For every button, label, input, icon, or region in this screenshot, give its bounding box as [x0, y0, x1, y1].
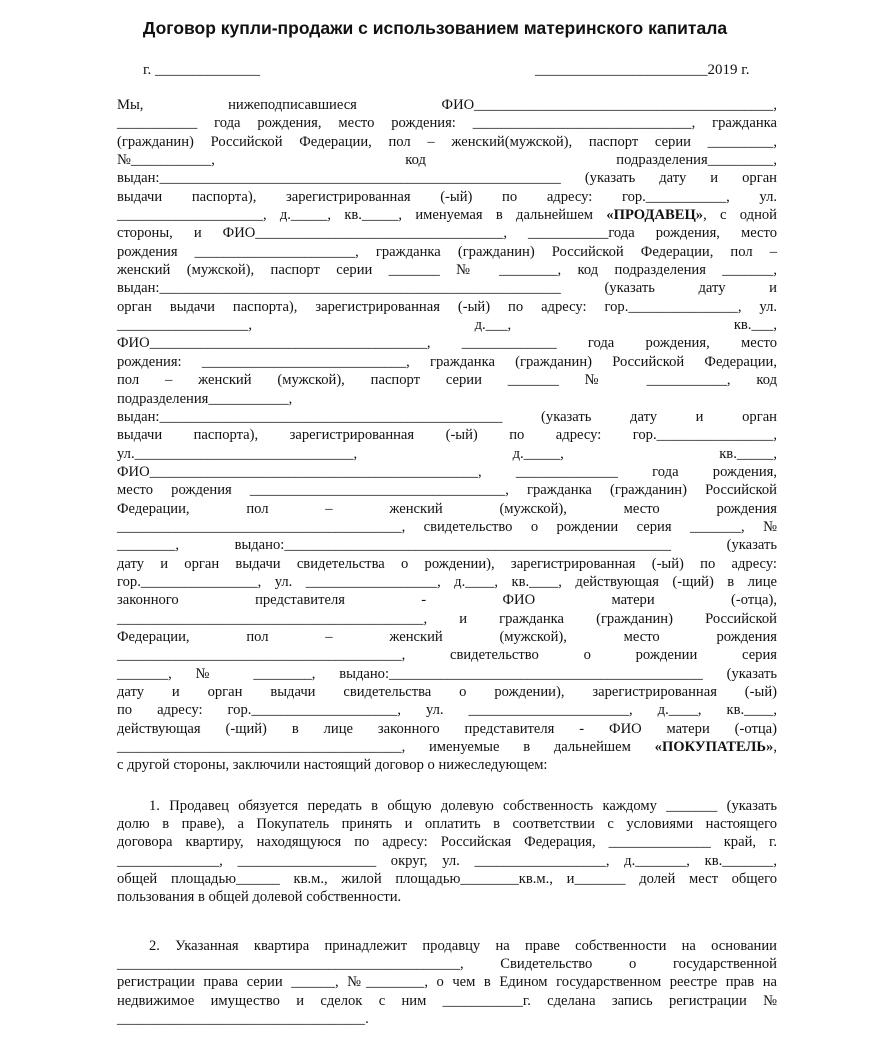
document-line: ______________, ___________________ округ, ул. __________________, д._______, кв._______,	[117, 852, 777, 869]
document-line: _______________________________________________, Свидетельство о государственной	[117, 956, 777, 973]
document-line: общей площадью______ кв.м., жилой площадью________кв.м., и_______ долей мест общего	[117, 871, 777, 888]
document-line: пол – женский (мужской), паспорт серии _______ № ___________, код	[117, 372, 777, 389]
document-line: ____________________, д._____, кв._____, именуемая в дальнейшем «ПРОДАВЕЦ», с одной	[117, 207, 777, 224]
document-line: _______________________________________, именуемые в дальнейшем «ПОКУПАТЕЛЬ»,	[117, 739, 777, 756]
line-segment: __________________,	[117, 317, 252, 334]
date-field[interactable]: _______________________2019 г.	[535, 62, 750, 78]
line-segment: код	[405, 152, 426, 169]
line-segment: подразделения_________,	[616, 152, 777, 169]
document-line	[117, 96, 777, 114]
document-line: действующая (-щий) в лице законного представителя - ФИО матери (-отца)	[117, 720, 777, 737]
line-segment: ул.______________________________,	[117, 445, 358, 462]
document-line: дату и орган выдачи свидетельства о рождении), зарегистрированная (-ый) по адресу:	[117, 555, 777, 572]
line-segment: №___________,	[117, 152, 215, 169]
document-line: долю в праве), а Покупатель принять и оплатить в соответствии с условиями настоящего	[117, 816, 777, 833]
document-line	[117, 445, 777, 463]
document-line: стороны, и ФИО__________________________________, ___________года рождения, место	[117, 225, 777, 242]
document-body	[117, 96, 777, 1029]
document-line: законного представителя - ФИО матери (-отца),	[117, 592, 777, 609]
document-line: договора квартиру, находящуюся по адресу: Российская Федерация, ______________ край, г.	[117, 834, 777, 851]
document-line: место рождения ___________________________________, гражданка (гражданин) Российской	[117, 482, 777, 499]
document-title: Договор купли-продажи с использованием материнского капитала	[142, 18, 728, 38]
line-segment: кв._____,	[719, 445, 777, 462]
document-line: выдан:_______________________________________________________ (указать дату и орган	[117, 170, 777, 187]
line-segment: Мы,	[117, 97, 144, 113]
city-field[interactable]: г. ______________	[143, 62, 260, 78]
document-line: ________, выдано:_____________________________________________________ (указать	[117, 537, 777, 554]
document-line: _______, № ________, выдано:___________________________________________ (указать	[117, 665, 777, 682]
document-line: выдан:_______________________________________________ (указать дату и орган	[117, 408, 777, 425]
document-line: по адресу: гор.____________________, ул. ______________________, д.____, кв.____,	[117, 702, 777, 719]
document-line: рождения: ____________________________, гражданка (гражданин) Российской Федерации,	[117, 353, 777, 370]
document-line: 2. Указанная квартира принадлежит продавцу на праве собственности на основании	[149, 937, 777, 954]
document-line: __________________________________.	[117, 1011, 369, 1028]
document-line: __________________________________________, и гражданка (гражданин) Российской	[117, 610, 777, 627]
document-line: выдачи паспорта), зарегистрированная (-ый) по адресу: гор.________________,	[117, 427, 777, 444]
document-line: _______________________________________, свидетельство о рождении серия	[117, 647, 777, 664]
document-line: гор.________________, ул. __________________, д.____, кв.____, действующая (-щий) в лице	[117, 573, 777, 590]
document-line: дату и орган выдачи свидетельства о рождении), зарегистрированная (-ый)	[117, 684, 777, 700]
line-segment: д._____,	[512, 445, 564, 462]
document-line: _______________________________________, свидетельство о рождении серия _______, №	[117, 518, 777, 535]
document-line: ___________ года рождения, место рождения: ______________________________, гражданка	[117, 115, 777, 132]
line-segment: д.___,	[474, 317, 512, 334]
party-term: «ПРОДАВЕЦ»	[606, 207, 704, 224]
document-line: Федерации, пол – женский (мужской), место рождения	[117, 628, 777, 645]
document-line: орган выдачи паспорта), зарегистрированная (-ый) по адресу: гор._______________, ул.	[117, 298, 777, 315]
document-line: ФИО_____________________________________________, ______________ года рождения,	[117, 463, 777, 480]
document-line: регистрации права серии ______, №________, о чем в Едином государственном реестре прав на	[117, 974, 777, 991]
document-line: (гражданин) Российской Федерации, пол – женский(мужской), паспорт серии _________,	[117, 133, 777, 150]
spacer	[117, 907, 777, 937]
document-line: с другой стороны, заключили настоящий договор о нижеследующем:	[117, 757, 548, 774]
document-line: пользования в общей долевой собственности.	[117, 889, 402, 906]
document-line: выдан:_______________________________________________________ (указать дату и	[117, 280, 777, 297]
line-segment: ФИО_________________________________________,	[441, 97, 777, 113]
line-segment: кв.___,	[733, 317, 777, 334]
line-segment: нижеподписавшиеся	[228, 97, 357, 113]
document-line: подразделения___________,	[117, 390, 293, 407]
document-line: 1. Продавец обязуется передать в общую долевую собственность каждому _______ (указать	[149, 797, 777, 814]
document-line	[117, 151, 777, 169]
document-line: ФИО______________________________________, _____________ года рождения, место	[117, 335, 777, 352]
document-line: недвижимое имущество и сделок с ним ___________г. сделана запись регистрации №	[117, 992, 777, 1009]
document-line: рождения ______________________, гражданка (гражданин) Российской Федерации, пол –	[117, 243, 777, 260]
document-line: выдачи паспорта), зарегистрированная (-ый) по адресу: гор.___________, ул.	[117, 188, 777, 205]
spacer	[117, 775, 777, 797]
document-line: женский (мужской), паспорт серии _______ № ________, код подразделения _______,	[117, 262, 777, 279]
document-line: Федерации, пол – женский (мужской), место рождения	[117, 500, 777, 517]
party-term: «ПОКУПАТЕЛЬ»	[654, 739, 774, 756]
document-line	[117, 316, 777, 334]
